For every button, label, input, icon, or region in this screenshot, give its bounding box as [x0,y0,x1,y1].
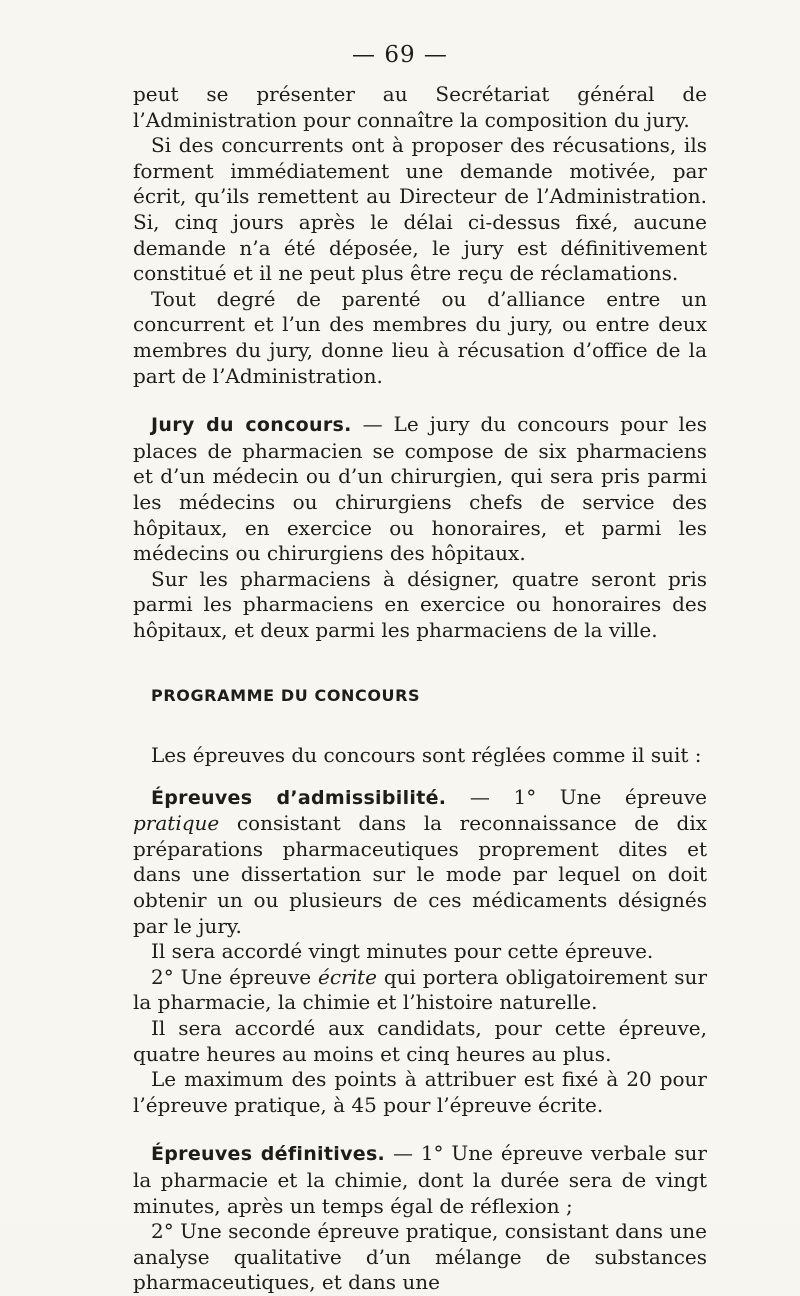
paragraph-duree-pratique: Il sera accordé vingt minutes pour cette épreuve. [151,939,654,964]
run-in-heading-definitives: Épreuves définitives. [151,1143,386,1166]
paragraph-jury [133,412,707,567]
run-in-heading-admissibilite: Épreuves d’admissibilité. [151,786,447,809]
paragraph-seconde-pratique: 2° Une seconde épreuve pratique, consistant dans une analyse qualitative d’un mélange de substances pharmaceutiques, et dans une [133,1219,707,1295]
spacer [133,389,707,412]
spacer [133,709,707,743]
admissibilite-text-a: — 1° Une épreuve [446,784,707,809]
paragraph-reglement: Les épreuves du concours sont réglées comme il suit : [151,743,702,768]
paragraph-designation: Sur les pharmaciens à désigner, quatre seront pris parmi les pharmaciens en exercice ou honoraires des hôpitaux, et deux parmi les pharmaciens de la ville. [133,566,707,642]
paragraph-duree-ecrite: Il sera accordé aux candidats, pour cette épreuve, quatre heures au moins et cinq heures au plus. [133,1016,707,1066]
paragraph-continuation: peut se présenter au Secrétariat général de l’Administration pour connaître la composition du jury. [133,82,707,132]
paragraph-maximum-points: Le maximum des points à attribuer est fixé à 20 pour l’épreuve pratique, à 45 pour l’épreuve écrite. [133,1067,707,1117]
spacer [133,1118,707,1141]
section-title: PROGRAMME DU CONCOURS [151,686,421,706]
paragraph-parente: Tout degré de parenté ou d’alliance entre un concurrent et l’un des membres du jury, ou entre deux membres du jury, donne lieu à récusation d’office de la part de l’Administration. [133,286,707,388]
paragraph-admissibilite [133,785,707,940]
spacer [133,769,707,785]
admissibilite-emphasis: pratique [133,811,220,836]
page-number: — 69 — [352,42,448,68]
page-body [133,82,707,1296]
paragraph-epreuve-ecrite [133,965,707,1016]
ecrite-text-a: 2° Une épreuve [151,964,319,989]
spacer [133,643,707,683]
run-in-heading-jury: Jury du concours. [151,414,352,437]
ecrite-text-b: qui portera obligatoirement sur la pharmacie, la chimie et l’histoire naturelle. [133,964,708,1015]
paragraph-definitives [133,1141,707,1219]
definitives-text: — 1° Une épreuve verbale sur la pharmacie et la chimie, dont la durée sera de vingt minutes, après un temps égal de réflexion ; [133,1141,707,1218]
admissibilite-text-b: consistant dans la reconnaissance de dix préparations pharmaceutiques proprement dites et dans une dissertation sur le mode par lequel on doit obtenir un ou plusieurs de ces médicaments désignés par le jury. [133,811,707,938]
ecrite-emphasis: écrite [318,964,377,989]
paragraph-recusations: Si des concurrents ont à proposer des récusations, ils forment immédiatement une demande motivée, par écrit, qu’ils remettent au Directeur de l’Administration. Si, cinq jours après le délai ci-dessus fixé, aucune demande n’a été déposée, le jury est définitivement constitué et il ne peut plus être reçu de réclamations. [133,133,707,286]
paragraph-jury-text: — Le jury du concours pour les places de pharmacien se compose de six pharmaciens et d’un médecin ou d’un chirurgien, qui sera pris parmi les médecins ou chirurgiens chefs de service des hôpitaux, en exercice ou honoraires, et parmi les médecins ou chirurgiens des hôpitaux. [133,412,707,566]
